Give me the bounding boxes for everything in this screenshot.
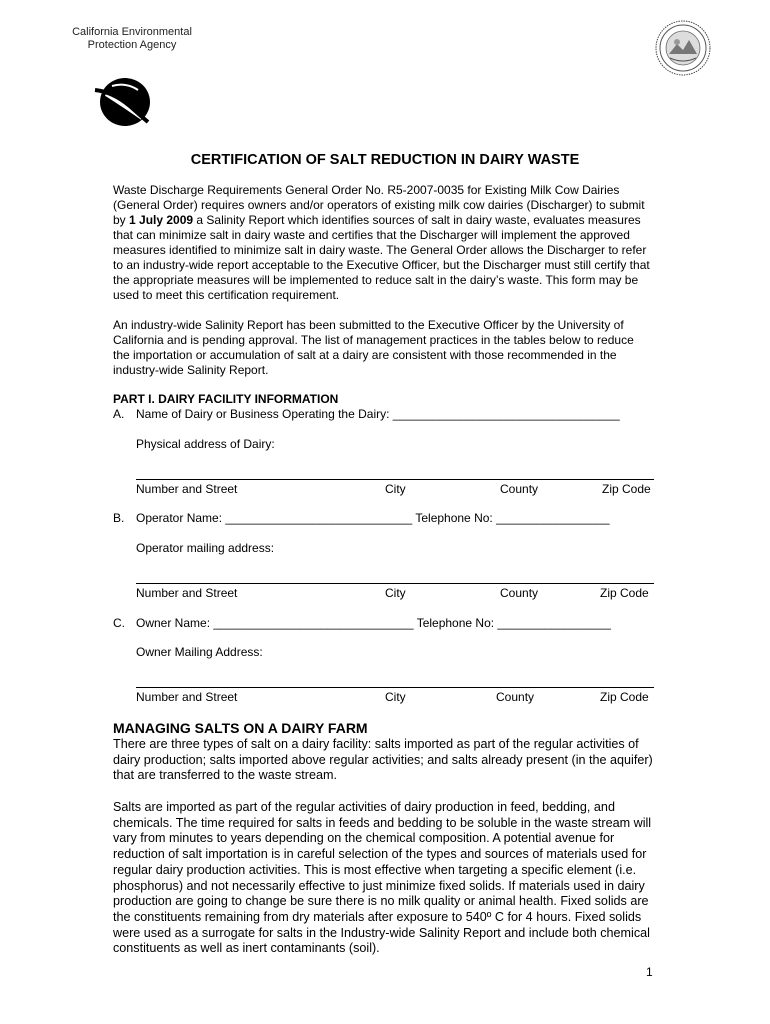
dairy-name-field[interactable]: Name of Dairy or Business Operating the Dairy: __________________________________ [136,407,620,421]
owner-name-field[interactable]: Owner Name: ______________________________ Telephone No: _________________ [136,616,611,630]
intro-paragraph-2: An industry-wide Salinity Report has been submitted to the Executive Officer by the University of California and is pending approval. The list of management practices in the tables below to reduce the importation or accumulation of salt at a dairy are consistent with those recommended in the industry-wide Salinity Report. [113,318,634,377]
owner-zip-label: Zip Code [600,690,649,704]
operator-zip-label: Zip Code [600,586,649,600]
intro-p1-text-b: a Salinity Report which identifies sources of salt in dairy waste, evaluates measures that can minimize salt in dairy waste and certifies that the Discharger will implement the approved measures identified to minimize salt in dairy waste. The General Order allows the Discharger to refer to an industry-wide report acceptable to the Executive Officer, but the Discharger must still certify that the appropriate measures will be implemented to reduce salt in the dairy’s waste. This form may be used to meet this certification requirement. [113,213,650,302]
section-a-letter: A. [113,407,125,421]
page-number: 1 [646,965,653,979]
physical-address-label: Physical address of Dairy: [136,437,275,451]
owner-mailing-label: Owner Mailing Address: [136,645,263,659]
owner-city-label: City [385,690,406,704]
operator-street-label: Number and Street [136,586,238,600]
operator-city-label: City [385,586,406,600]
owner-street-label: Number and Street [136,690,238,704]
agency-name [62,26,202,52]
agency-line-2: Protection Agency [87,39,177,51]
managing-paragraph-1: There are three types of salt on a dairy facility: salts imported as part of the regular activities of dairy production; salts imported above regular activities; and salts already present (in the aquifer) that are transferred to the waste stream. [113,737,653,783]
intro-p1-deadline: 1 July 2009 [129,213,194,227]
physical-street-label: Number and Street [136,482,238,496]
managing-salts-heading: MANAGING SALTS ON A DAIRY FARM [113,720,368,736]
section-c-letter: C. [113,616,125,630]
intro-p1-text-a: Waste Discharge Requirements General Order No. R5-2007-0035 for Existing Milk Cow Dairies (General Order) requires owners and/or operators of existing milk cow dairies (Discharger) to submit by [113,183,645,227]
owner-address-line[interactable] [136,687,654,688]
document-title: CERTIFICATION OF SALT REDUCTION IN DAIRY WASTE [190,152,580,168]
physical-city-label: City [385,482,406,496]
operator-mailing-label: Operator mailing address: [136,541,275,555]
section-b-letter: B. [113,511,125,525]
owner-county-label: County [496,690,535,704]
physical-zip-label: Zip Code [602,482,651,496]
managing-paragraph-2: Salts are imported as part of the regular activities of dairy production in feed, bedding, and chemicals. The time required for salts in feeds and bedding to be soluble in the waste stream will vary from minutes to years depending on the chemical composition. A potential avenue for reduction of salt importation is in careful selection of the types and sources of materials used for regular dairy production activities. This is most effective when targeting a specific element (i.e. phosphorus) and not necessarily effective to just minimize fixed solids. If materials used in dairy production are going to change be sure there is no milk quality or animal health. Fixed solids are the constituents remaining from dry materials after exposure to 540º C for 4 hours. Fixed solids were used as a surrogate for salts in the Industry-wide Salinity Report and include both chemical constituents as well as inert contaminants (soil). [113,800,652,956]
intro-paragraph-1 [113,183,653,303]
calepa-logo-icon [92,72,154,130]
physical-county-label: County [500,482,539,496]
physical-address-line[interactable] [136,479,654,480]
operator-address-line[interactable] [136,583,654,584]
operator-county-label: County [500,586,539,600]
part1-heading: PART I. DAIRY FACILITY INFORMATION [113,392,339,406]
agency-line-1: California Environmental [72,26,192,38]
operator-name-field[interactable]: Operator Name: ____________________________ Telephone No: _________________ [136,511,610,525]
state-seal-icon [655,20,711,76]
